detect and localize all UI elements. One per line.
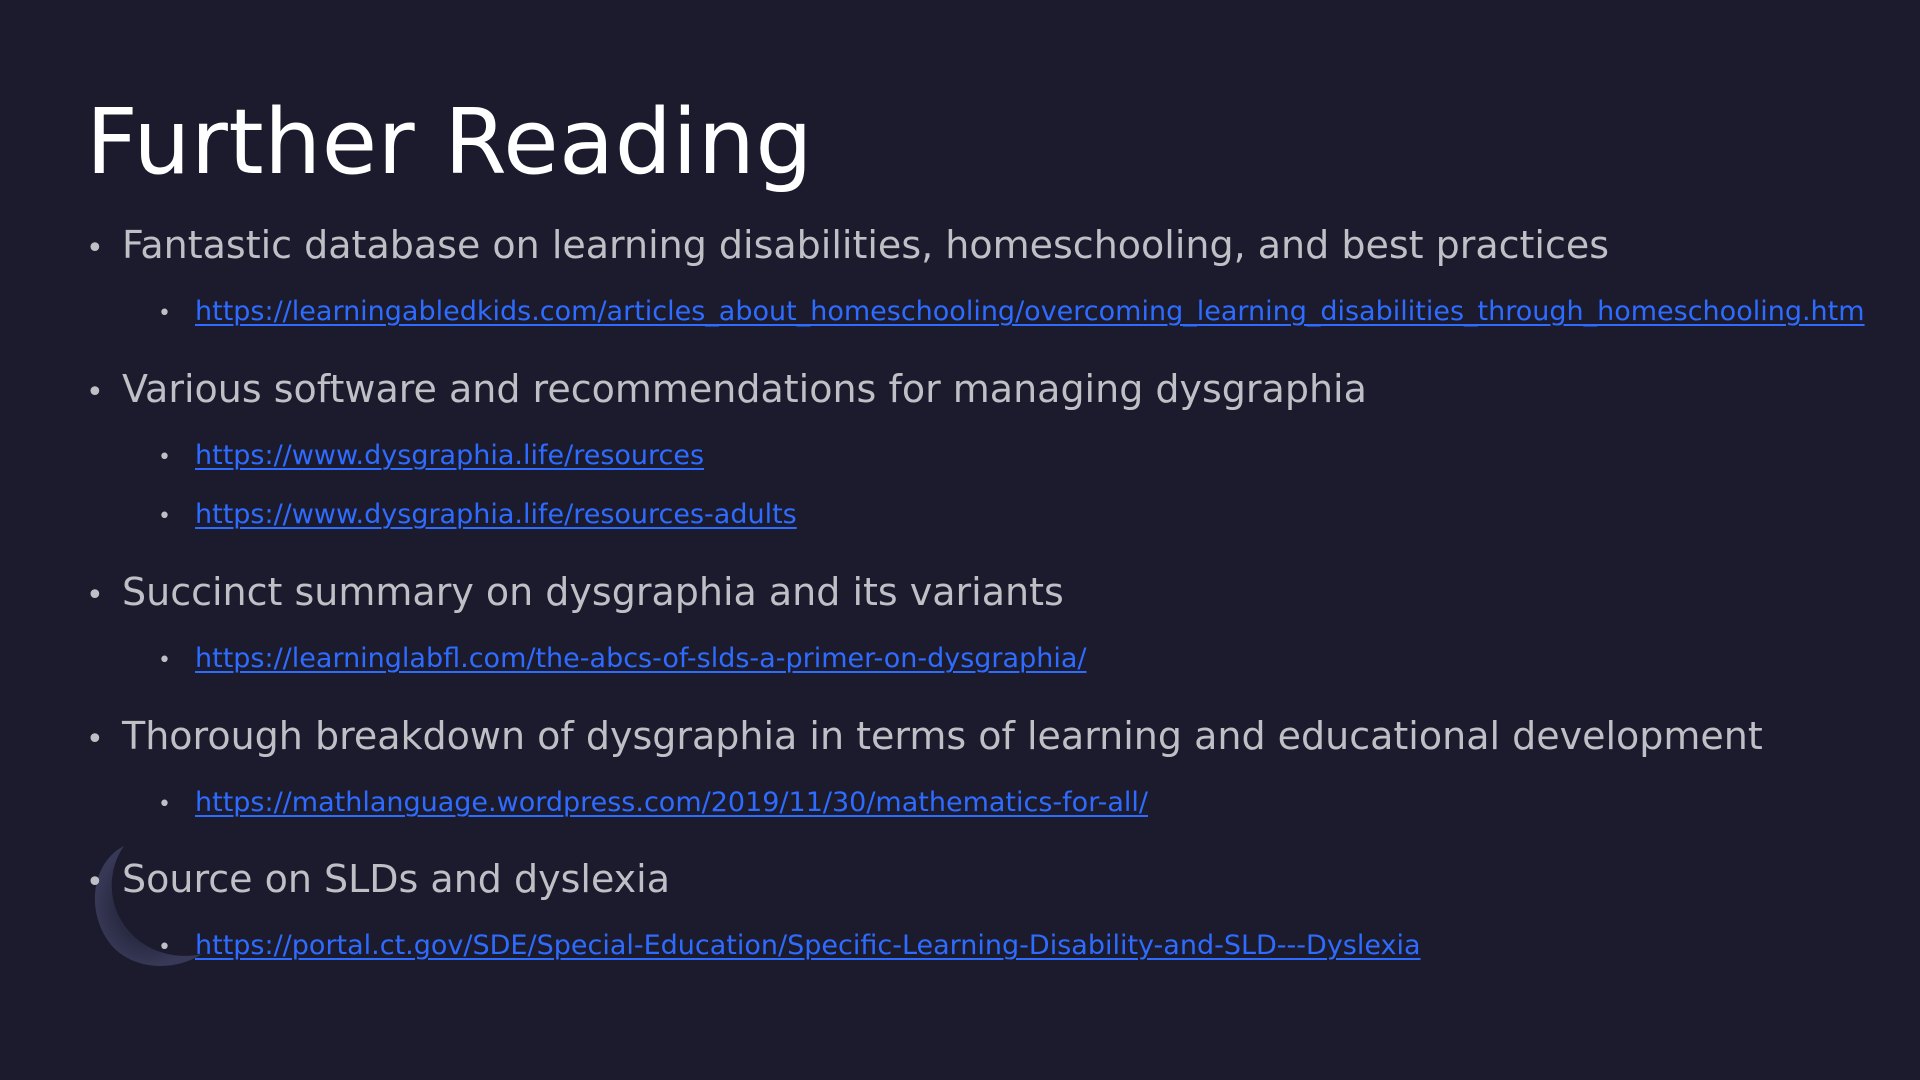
sub-list-item (158, 928, 1421, 966)
list-item (86, 712, 1763, 764)
list-item-text: Fantastic database on learning disabilities, homeschooling, and best practices (122, 223, 1610, 267)
list-item (86, 365, 1367, 417)
list-item-text: Succinct summary on dysgraphia and its variants (122, 570, 1064, 614)
list-item-text: Source on SLDs and dyslexia (122, 857, 671, 901)
bullet: • (86, 578, 104, 613)
sub-list-item (158, 497, 797, 535)
page-title: Further Reading (86, 90, 814, 195)
bullet: • (158, 301, 171, 326)
list-item-text: Various software and recommendations for managing dysgraphia (122, 367, 1367, 411)
bullet: • (158, 445, 171, 470)
bullet: • (86, 722, 104, 757)
sub-list-item (158, 438, 704, 476)
bullet: • (158, 648, 171, 673)
bullet: • (158, 504, 171, 529)
list-item (86, 568, 1064, 620)
list-item (86, 855, 670, 907)
list-item (86, 221, 1609, 273)
bullet: • (86, 865, 104, 900)
sub-list-item (158, 785, 1148, 823)
sub-list-item (158, 294, 1865, 332)
link[interactable]: https://learninglabfl.com/the-abcs-of-slds-a-primer-on-dysgraphia/ (195, 643, 1087, 674)
link[interactable]: https://learningabledkids.com/articles_about_homeschooling/overcoming_learning_disabilities_through_homeschooling.htm (195, 296, 1865, 327)
bullet: • (158, 792, 171, 817)
link[interactable]: https://www.dysgraphia.life/resources (195, 440, 705, 471)
link[interactable]: https://mathlanguage.wordpress.com/2019/11/30/mathematics-for-all/ (195, 787, 1148, 818)
list-item-text: Thorough breakdown of dysgraphia in terms of learning and educational development (122, 714, 1763, 758)
link[interactable]: https://portal.ct.gov/SDE/Special-Education/Specific-Learning-Disability-and-SLD---Dyslexia (195, 930, 1421, 961)
bullet: • (86, 231, 104, 266)
sub-list-item (158, 641, 1086, 679)
bullet: • (158, 935, 171, 960)
bullet: • (86, 375, 104, 410)
link[interactable]: https://www.dysgraphia.life/resources-adults (195, 499, 797, 530)
